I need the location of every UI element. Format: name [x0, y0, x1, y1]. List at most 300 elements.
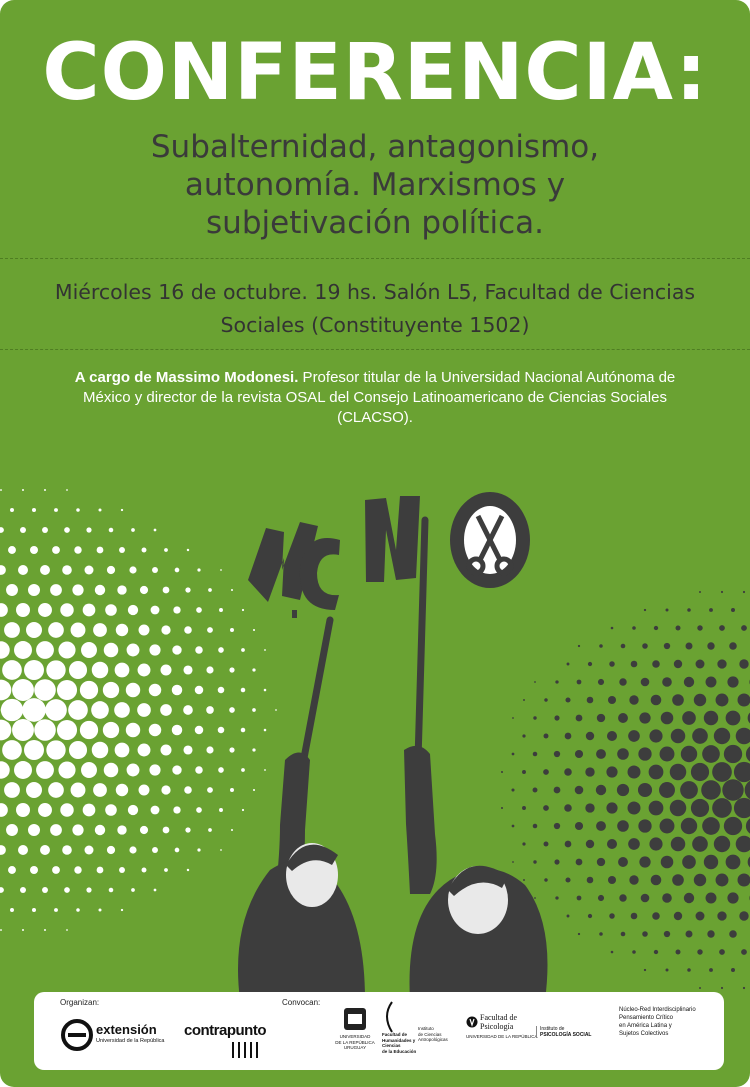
halftone-dot	[729, 642, 737, 650]
halftone-dot	[109, 528, 114, 533]
halftone-dot	[652, 912, 660, 920]
halftone-dot	[597, 714, 605, 722]
halftone-dot	[512, 753, 515, 756]
halftone-dot	[702, 745, 720, 763]
halftone-dot	[107, 566, 115, 574]
halftone-dot	[692, 728, 708, 744]
halftone-dot	[522, 842, 525, 845]
halftone-dot	[54, 508, 58, 512]
halftone-dot	[93, 783, 107, 797]
halftone-dot	[543, 769, 549, 775]
halftone-dot	[682, 711, 696, 725]
halftone-dot	[714, 836, 730, 852]
halftone-dot	[743, 987, 745, 989]
halftone-dot	[114, 702, 130, 718]
halftone-dot	[60, 803, 73, 816]
halftone-dot	[219, 608, 223, 612]
convene-label: Convocan:	[282, 998, 321, 1007]
halftone-dot	[661, 856, 674, 869]
halftone-dot	[651, 875, 662, 886]
halftone-dot	[586, 840, 594, 848]
halftone-dot	[149, 764, 160, 775]
halftone-dot	[62, 845, 72, 855]
halftone-dot	[151, 606, 160, 615]
halftone-dot	[588, 914, 592, 918]
halftone-dot	[644, 969, 646, 971]
halftone-dot	[154, 529, 157, 532]
halftone-dot	[585, 767, 594, 776]
halftone-dot	[184, 626, 192, 634]
halftone-dot	[57, 680, 77, 700]
halftone-dot	[208, 588, 212, 592]
halftone-dot	[121, 909, 123, 911]
halftone-dot	[0, 803, 8, 817]
halftone-dot	[22, 698, 46, 722]
halftone-dot	[598, 679, 604, 685]
halftone-dot	[138, 664, 151, 677]
halftone-dot	[103, 682, 119, 698]
halftone-dot	[18, 565, 28, 575]
halftone-dot	[586, 732, 594, 740]
halftone-dot	[104, 643, 119, 658]
halftone-dot	[207, 627, 213, 633]
halftone-dot	[628, 766, 641, 779]
organize-label: Organizan:	[60, 998, 100, 1007]
halftone-dot	[694, 694, 706, 706]
halftone-dot	[229, 667, 234, 672]
halftone-dot	[511, 788, 514, 791]
halftone-dot	[709, 608, 713, 612]
halftone-dot	[696, 912, 705, 921]
fhce-institute-text: Instituto de Ciencias Antropológicas	[418, 1026, 448, 1042]
halftone-dot	[40, 845, 50, 855]
halftone-dot	[578, 645, 580, 647]
halftone-dot	[30, 866, 38, 874]
halftone-dot	[617, 820, 629, 832]
halftone-dot	[105, 804, 117, 816]
halftone-dot	[649, 765, 664, 780]
halftone-dot	[670, 764, 687, 781]
halftone-dot	[649, 837, 662, 850]
halftone-dot	[533, 788, 538, 793]
halftone-dot	[691, 799, 709, 817]
halftone-dot	[2, 660, 22, 680]
halftone-dot	[92, 742, 108, 758]
psicologia-logo-icon	[466, 1016, 478, 1028]
halftone-dot	[702, 817, 720, 835]
halftone-dot	[632, 626, 636, 630]
halftone-dot	[585, 803, 594, 812]
halftone-dot	[554, 859, 559, 864]
halftone-dot	[66, 929, 68, 931]
halftone-dot	[218, 767, 224, 773]
halftone-dot	[734, 762, 750, 782]
halftone-dot	[738, 694, 750, 707]
halftone-dot	[736, 728, 750, 745]
nucleo-logo-text: Núcleo-Red Interdisciplinario Pensamiento Crítico en América Latina y Sujetos Colectivos	[619, 1007, 696, 1037]
no-sign	[248, 492, 530, 618]
halftone-dot	[161, 625, 170, 634]
halftone-dot	[724, 745, 742, 763]
halftone-dot	[697, 625, 702, 630]
halftone-dot	[697, 949, 702, 954]
halftone-dot	[712, 798, 732, 818]
halftone-dot	[739, 659, 748, 668]
halftone-dot	[639, 712, 650, 723]
halftone-dot	[14, 641, 32, 659]
halftone-dot	[18, 845, 28, 855]
halftone-dot	[692, 836, 708, 852]
halftone-dot	[0, 929, 2, 931]
halftone-dot	[76, 508, 80, 512]
halftone-dot	[501, 771, 503, 773]
extension-logo-sub: Universidad de la República	[96, 1038, 165, 1044]
halftone-dot	[98, 908, 101, 911]
halftone-dot	[687, 608, 691, 612]
halftone-dot	[736, 836, 750, 853]
halftone-dot	[565, 697, 570, 702]
halftone-dot	[544, 698, 547, 701]
halftone-dot	[512, 825, 515, 828]
udelar-logo-text: UNIVERSIDAD DE LA REPÚBLICA URUGUAY	[335, 1034, 375, 1050]
halftone-dots	[0, 489, 277, 931]
halftone-dot	[662, 893, 672, 903]
halftone-dot	[117, 585, 126, 594]
halftone-dot	[628, 838, 640, 850]
halftone-dot	[724, 817, 742, 835]
halftone-dot	[731, 608, 735, 612]
halftone-dot	[704, 711, 718, 725]
halftone-dot	[195, 686, 204, 695]
halftone-dot	[721, 987, 723, 989]
halftone-dot	[172, 725, 182, 735]
halftone-dot	[92, 662, 108, 678]
halftone-dot	[660, 747, 675, 762]
contrapunto-logo-name: contrapunto	[184, 1022, 266, 1039]
halftone-dot	[631, 913, 638, 920]
halftone-dot	[618, 857, 628, 867]
halftone-dot	[599, 644, 603, 648]
halftone-dot	[241, 728, 246, 733]
subtitle-line: subjetivación política.	[206, 205, 544, 241]
halftone-dot	[69, 661, 87, 679]
psicologia-institute-text: Instituto de PSICOLOGÍA SOCIAL	[536, 1026, 591, 1038]
halftone-dot	[714, 728, 730, 744]
halftone-dot	[512, 861, 514, 863]
halftone-dot	[117, 825, 126, 834]
halftone-dot	[652, 660, 660, 668]
halftone-dot	[264, 689, 267, 692]
halftone-dot	[729, 930, 737, 938]
speaker-bio: Profesor titular de la Universidad Nacional Autónoma de México y director de la revista OSAL del Consejo Latinoamericano de Ciencias Sociales (CLACSO).	[83, 369, 676, 426]
halftone-dot	[48, 782, 64, 798]
halftone-dot	[533, 824, 538, 829]
halftone-dot	[253, 789, 255, 791]
halftone-dot	[52, 866, 60, 874]
halftone-dot	[599, 932, 603, 936]
halftone-dot	[0, 680, 11, 701]
halftone-dot	[64, 527, 70, 533]
psicologia-logo-sub: UNIVERSIDAD DE LA REPÚBLICA	[466, 1034, 538, 1039]
subtitle-line: autonomía. Marxismos y	[184, 167, 566, 203]
halftone-dot	[8, 546, 16, 554]
halftone-dot	[4, 782, 20, 798]
halftone-dot	[28, 824, 40, 836]
halftone-dot	[220, 849, 222, 851]
halftone-dot	[738, 874, 750, 887]
halftone-dot	[596, 785, 606, 795]
halftone-dot	[16, 603, 30, 617]
halftone-dot	[69, 741, 87, 759]
halftone-dot	[743, 591, 745, 593]
halftone-dot	[8, 866, 16, 874]
halftone-dot	[109, 888, 114, 893]
halftone-dot	[40, 565, 50, 575]
halftone-dot	[719, 949, 725, 955]
halftone-dot	[554, 715, 559, 720]
halftone-dot	[183, 705, 193, 715]
halftone-dot	[45, 699, 67, 721]
halftone-dot	[631, 661, 638, 668]
halftone-dot	[621, 932, 626, 937]
protest-illustration	[0, 460, 750, 1000]
protesters	[238, 843, 548, 1000]
halftone-dot	[638, 747, 651, 760]
halftone-dot	[34, 679, 56, 701]
halftone-dot	[567, 663, 570, 666]
halftone-dot	[86, 527, 91, 532]
halftone-dot	[164, 548, 168, 552]
halftone-dot	[206, 706, 214, 714]
halftone-dot	[676, 626, 681, 631]
halftone-dot	[58, 641, 75, 658]
halftone-dot	[107, 846, 115, 854]
halftone-dot	[60, 603, 73, 616]
halftone-dot	[567, 915, 570, 918]
halftone-dot	[649, 801, 664, 816]
contrapunto-bars-icon	[232, 1042, 260, 1058]
sign-fragment	[292, 610, 297, 618]
halftone-dot	[80, 681, 98, 699]
halftone-dot	[46, 660, 65, 679]
halftone-dot	[694, 874, 706, 886]
halftone-dot	[0, 845, 6, 855]
halftone-dot	[642, 643, 648, 649]
halftone-dot	[54, 908, 58, 912]
psicologia-logo-name: Facultad de Psicología	[480, 1013, 518, 1031]
halftone-dot	[699, 591, 701, 593]
halftone-dot	[36, 761, 54, 779]
halftone-dot	[184, 786, 192, 794]
halftone-dot	[28, 584, 40, 596]
halftone-dot	[241, 768, 245, 772]
halftone-dot	[84, 565, 93, 574]
halftone-dot	[638, 783, 652, 797]
halftone-dot	[252, 668, 255, 671]
halftone-dot	[696, 660, 705, 669]
halftone-dot	[183, 665, 192, 674]
halftone-dot	[154, 889, 157, 892]
halftone-dot	[121, 509, 123, 511]
halftone-dot	[131, 528, 135, 532]
halftone-dot	[50, 824, 62, 836]
halftone-dot	[173, 606, 180, 613]
halftone-dot	[72, 824, 83, 835]
halftone-dot	[22, 489, 24, 491]
halftone-dot	[140, 826, 148, 834]
halftone-dot	[187, 549, 189, 551]
divider	[0, 349, 750, 350]
halftone-dot	[522, 770, 526, 774]
halftone-dot	[93, 623, 107, 637]
halftone-dot	[687, 968, 691, 972]
halftone-dot	[731, 968, 735, 972]
halftone-dot	[707, 930, 714, 937]
halftone-dot	[48, 622, 64, 638]
halftone-dot	[596, 749, 606, 759]
halftone-dot	[544, 842, 549, 847]
halftone-dot	[230, 788, 234, 792]
halftone-dot	[76, 908, 80, 912]
halftone-dot	[533, 860, 536, 863]
halftone-dot	[628, 802, 641, 815]
halftone-dot	[163, 827, 170, 834]
halftone-dot	[32, 508, 36, 512]
halftone-dot	[149, 684, 161, 696]
halftone-dot	[242, 609, 244, 611]
halftone-dot	[175, 568, 180, 573]
halftone-dot	[660, 819, 675, 834]
halftone-dot	[160, 664, 171, 675]
halftone-dot	[666, 609, 669, 612]
halftone-dot	[523, 879, 525, 881]
halftone-dot	[0, 761, 10, 778]
halftone-dot	[10, 908, 14, 912]
halftone-dot	[628, 730, 640, 742]
fhce-logo-text: Facultad de Humanidades y Ciencias de la Educación	[382, 1032, 417, 1054]
halftone-dot	[533, 752, 538, 757]
halftone-dot	[66, 489, 68, 491]
halftone-dot	[129, 566, 136, 573]
halftone-dot	[86, 887, 91, 892]
halftone-dot	[219, 808, 223, 812]
halftone-dot	[196, 807, 202, 813]
halftone-dot	[95, 825, 105, 835]
halftone-dot	[12, 679, 34, 701]
halftone-dot	[160, 704, 172, 716]
halftone-dot	[74, 866, 81, 873]
halftone-dot	[129, 846, 136, 853]
halftone-dot	[173, 806, 180, 813]
halftone-dot	[674, 912, 682, 920]
halftone-dot	[719, 625, 725, 631]
halftone-dot	[575, 786, 584, 795]
halftone-dot	[1, 699, 23, 721]
halftone-dot	[98, 508, 101, 511]
halftone-dot	[42, 887, 48, 893]
halftone-dot	[726, 711, 741, 726]
subtitle-line: Subalternidad, antagonismo,	[150, 129, 600, 165]
halftone-dot	[187, 869, 189, 871]
halftone-dot	[50, 584, 62, 596]
halftone-dot	[12, 719, 34, 741]
halftone-dot	[712, 762, 732, 782]
halftone-dot	[739, 911, 748, 920]
halftone-dot	[34, 719, 56, 741]
halftone-dot	[523, 699, 525, 701]
halftone-dot	[26, 782, 42, 798]
halftone-dot	[195, 766, 203, 774]
speaker-name: A cargo de Massimo Modonesi.	[74, 369, 299, 386]
halftone-dot	[115, 743, 130, 758]
halftone-dot	[501, 807, 503, 809]
halftone-dot	[149, 724, 161, 736]
halftone-dot	[46, 740, 65, 759]
halftone-dot	[701, 780, 721, 800]
halftone-dot	[126, 723, 140, 737]
halftone-dot	[0, 527, 4, 533]
halftone-dot	[606, 766, 617, 777]
divider	[0, 258, 750, 259]
halftone-dot	[674, 660, 682, 668]
halftone-dot	[706, 677, 717, 688]
halftone-dot	[229, 707, 235, 713]
halftone-dot	[83, 804, 96, 817]
halftone-dot	[30, 546, 38, 554]
halftone-dot	[621, 644, 626, 649]
halftone-dot	[185, 587, 190, 592]
halftone-dot	[6, 584, 18, 596]
halftone-dot	[218, 647, 224, 653]
halftone-dot	[24, 660, 44, 680]
halftone-dot	[706, 893, 717, 904]
halftone-dot	[654, 626, 658, 630]
halftone-dot	[131, 888, 135, 892]
halftone-dot	[195, 726, 204, 735]
halftone-dot	[231, 829, 233, 831]
halftone-dot	[128, 605, 138, 615]
halftone-dot	[149, 644, 160, 655]
halftone-dot	[651, 695, 662, 706]
halftone-dot	[137, 703, 151, 717]
halftone-dot	[684, 893, 694, 903]
halftone-dot	[175, 848, 180, 853]
extension-logo-name: extensión	[96, 1022, 157, 1037]
halftone-dot	[671, 837, 686, 852]
halftone-dot	[684, 677, 694, 687]
halftone-dot	[161, 785, 170, 794]
halftone-dot	[0, 720, 11, 741]
halftone-dot	[160, 744, 171, 755]
halftone-dot	[533, 716, 536, 719]
halftone-dot	[126, 683, 140, 697]
halftone-dot	[565, 841, 572, 848]
halftone-dot	[617, 748, 629, 760]
halftone-dot	[116, 784, 128, 796]
halftone-dot	[172, 765, 181, 774]
halftone-dot	[587, 697, 594, 704]
halftone-dot	[639, 856, 650, 867]
halftone-dot	[264, 649, 266, 651]
halftone-dot	[152, 847, 158, 853]
halftone-dot	[564, 804, 572, 812]
halftone-dot	[97, 867, 104, 874]
halftone-dot	[565, 733, 572, 740]
halftone-dot	[716, 874, 729, 887]
halftone-dot	[62, 565, 72, 575]
udelar-seal-icon	[342, 1004, 368, 1032]
halftone-dot	[682, 855, 696, 869]
